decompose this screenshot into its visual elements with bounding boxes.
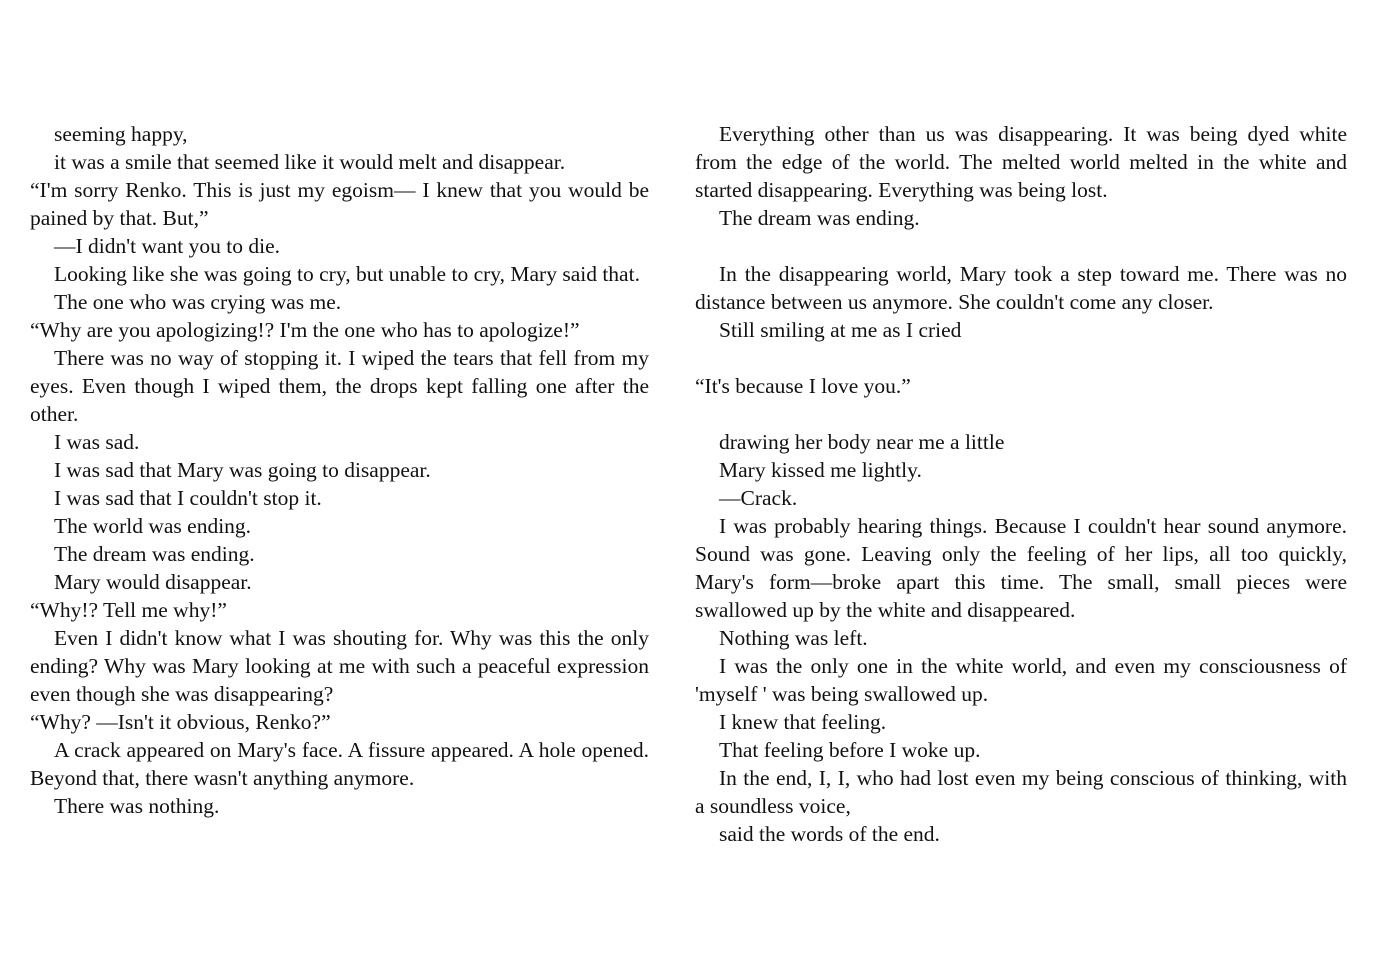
left-page-paragraph: The one who was crying was me.: [54, 290, 342, 314]
left-page-paragraph: “Why are you apologizing!? I'm the one who has to apologize!”: [30, 318, 580, 342]
left-page-paragraph: Mary would disappear.: [54, 570, 252, 594]
right-page-paragraph: Mary kissed me lightly.: [719, 458, 922, 482]
right-page-paragraph: In the disappearing world, Mary took a step toward me. There was no distance between us anymore. She couldn't come any closer.: [695, 262, 1347, 314]
right-page-paragraph: Everything other than us was disappearing. It was being dyed white from the edge of the world. The melted world melted in the white and started disappearing. Everything was being lost.: [695, 122, 1347, 202]
left-page-paragraph: “I'm sorry Renko. This is just my egoism— I knew that you would be pained by that. But,”: [30, 178, 649, 230]
right-page-blank-line: [695, 344, 1347, 372]
left-page-paragraph: There was no way of stopping it. I wiped the tears that fell from my eyes. Even though I wiped them, the drops kept falling one after the other.: [30, 346, 649, 426]
left-page-paragraph: I was sad.: [54, 430, 140, 454]
left-page-paragraph: I was sad that I couldn't stop it.: [54, 486, 322, 510]
right-page-paragraph: said the words of the end.: [719, 822, 940, 846]
left-page-paragraph: “Why!? Tell me why!”: [30, 598, 227, 622]
left-page-paragraph: The dream was ending.: [54, 542, 255, 566]
left-page-paragraph: seeming happy,: [54, 122, 188, 146]
right-page-paragraph: That feeling before I woke up.: [719, 738, 981, 762]
left-page-paragraph: it was a smile that seemed like it would melt and disappear.: [54, 150, 566, 174]
right-page-paragraph: The dream was ending.: [719, 206, 920, 230]
right-page-paragraph: Nothing was left.: [719, 626, 868, 650]
left-page-paragraph: Even I didn't know what I was shouting for. Why was this the only ending? Why was Mary looking at me with such a peaceful expression even though she was disappearing?: [30, 626, 649, 706]
right-page-blank-line: [695, 232, 1347, 260]
left-page-paragraph: There was nothing.: [54, 794, 220, 818]
left-page-paragraph: A crack appeared on Mary's face. A fissure appeared. A hole opened. Beyond that, there wasn't anything anymore.: [30, 738, 649, 790]
right-page: [695, 120, 1347, 848]
right-page-paragraph: I knew that feeling.: [719, 710, 887, 734]
right-page-paragraph: drawing her body near me a little: [719, 430, 1005, 454]
right-page-paragraph: I was probably hearing things. Because I couldn't hear sound anymore. Sound was gone. Leaving only the feeling of her lips, all too quickly, Mary's form—broke apart this time. The small, small pieces were swallowed up by the white and disappeared.: [695, 514, 1347, 622]
right-page-paragraph: Still smiling at me as I cried: [719, 318, 962, 342]
right-page-blank-line: [695, 400, 1347, 428]
left-page-paragraph: “Why? —Isn't it obvious, Renko?”: [30, 710, 331, 734]
left-page-paragraph: I was sad that Mary was going to disappear.: [54, 458, 431, 482]
left-page-paragraph: The world was ending.: [54, 514, 252, 538]
left-page-paragraph: Looking like she was going to cry, but unable to cry, Mary said that.: [54, 262, 640, 286]
left-page-paragraph: —I didn't want you to die.: [54, 234, 281, 258]
right-page-paragraph: I was the only one in the white world, and even my consciousness of 'myself ' was being swallowed up.: [695, 654, 1347, 706]
right-page-paragraph: In the end, I, I, who had lost even my being conscious of thinking, with a soundless voice,: [695, 766, 1347, 818]
right-page-paragraph: “It's because I love you.”: [695, 374, 911, 398]
right-page-paragraph: —Crack.: [719, 486, 798, 510]
left-page: [30, 120, 649, 820]
